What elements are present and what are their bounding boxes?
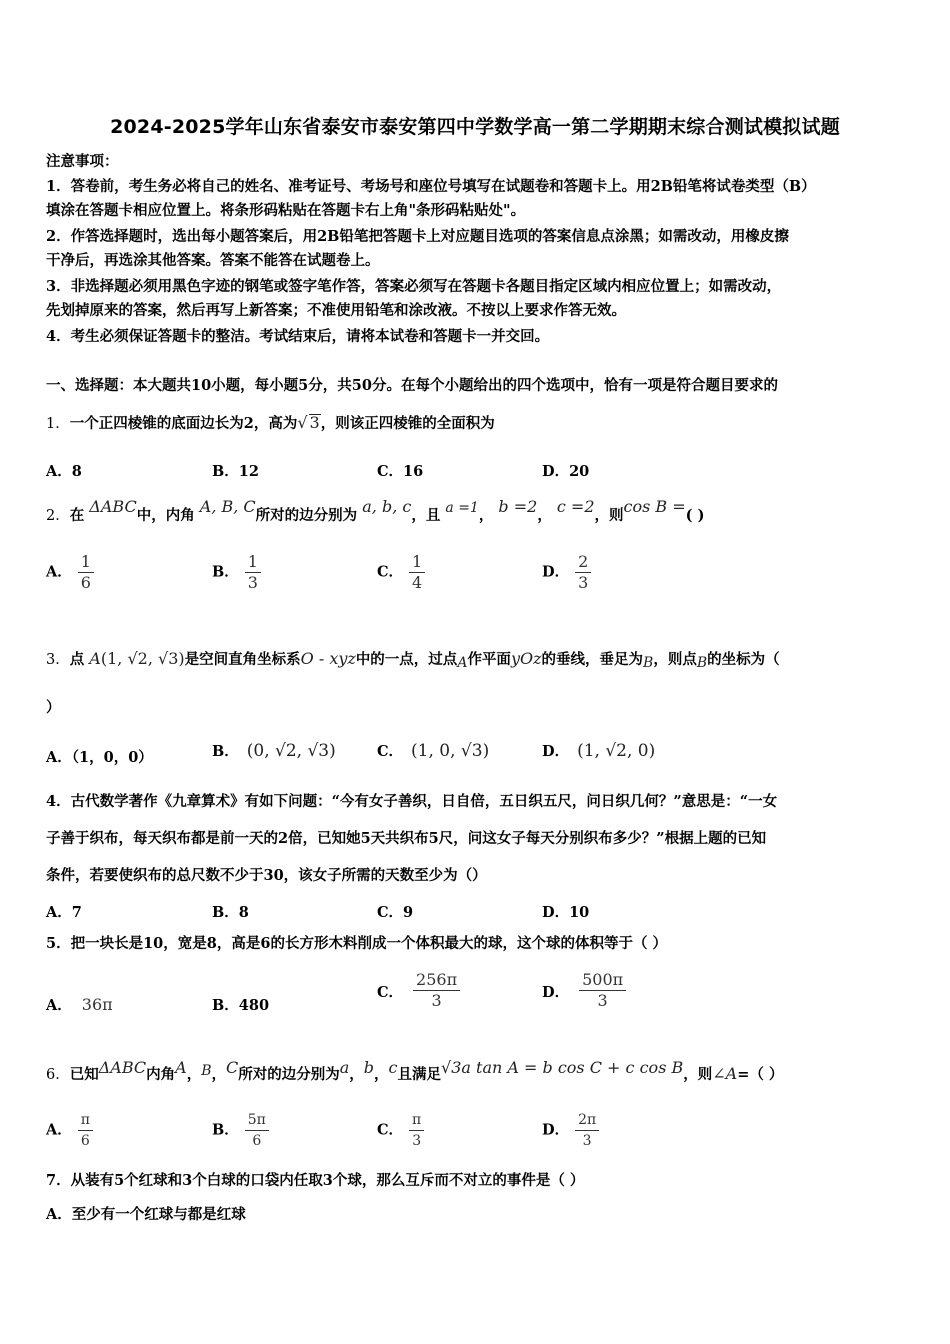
- denominator: 3: [247, 573, 258, 592]
- question-text: 所对的边分别为: [255, 507, 358, 524]
- math-system: O - xyz: [300, 649, 356, 668]
- q1-option-a: A．8: [46, 463, 82, 480]
- question-text: 所对的边分别为: [238, 1066, 340, 1083]
- numerator: 1: [409, 552, 425, 573]
- math-radicand: 3: [309, 413, 320, 432]
- math-var: c: [388, 1058, 398, 1077]
- question-text: 且满足: [397, 1066, 442, 1083]
- q1-option-b: B．12: [212, 463, 259, 480]
- numerator: 2: [575, 552, 591, 573]
- option-label: B．: [212, 743, 239, 760]
- q6-option-a: [46, 1110, 93, 1151]
- notice-line: 2．作答选择题时，选出每小题答案后，用2B铅笔把答题卡上对应题目选项的答案信息点涂黑；如需改动，用橡皮擦: [46, 228, 789, 245]
- option-label: A．: [46, 563, 72, 581]
- question-number: 3．: [46, 652, 70, 668]
- q7-option-a: A．至少有一个红球与都是红球: [46, 1206, 246, 1223]
- numerator: 1: [245, 552, 261, 573]
- fraction: [78, 552, 94, 593]
- q6-option-b: [212, 1110, 269, 1151]
- denominator: 3: [431, 991, 442, 1010]
- option-label: B．: [212, 1121, 239, 1139]
- question-text: 的垂线，垂足为: [541, 651, 644, 668]
- notice-line: 4．考生必须保证答题卡的整洁。考试结束后，请将本试卷和答题卡一并交回。: [46, 328, 550, 345]
- question-text: ，: [537, 507, 552, 524]
- notice-line: 3．非选择题必须用黑色字迹的钢笔或签字笔作答，答案必须写在答题卡各题目指定区域内相应位置上；如需改动，: [46, 278, 782, 295]
- option-value: 36π: [81, 995, 113, 1014]
- math-var: A: [175, 1058, 187, 1077]
- math-coord: (1, √2, √3): [100, 649, 185, 668]
- option-label: C．: [377, 983, 404, 1001]
- fraction: [245, 552, 261, 593]
- fraction: [245, 1110, 269, 1151]
- option-label: A．: [46, 749, 72, 766]
- denominator: 3: [597, 991, 608, 1010]
- notice-line: 干净后，再选涂其他答案。答案不能答在试题卷上。: [46, 252, 380, 269]
- question-text: 中，内角: [136, 507, 195, 524]
- math-var: B: [201, 1063, 212, 1079]
- notice-line: 先划掉原来的答案，然后再写上新答案；不准使用铅笔和涂改液。不按以上要求作答无效。: [46, 302, 626, 319]
- question-number: 1．: [46, 416, 70, 432]
- question-text: 是空间直角坐标系: [184, 651, 301, 668]
- option-value: (0, √2, √3): [246, 741, 336, 761]
- fraction: [413, 970, 460, 1011]
- question-text: ，: [478, 507, 494, 524]
- q6-option-c: [377, 1110, 424, 1151]
- math-triangle: ΔABC: [89, 497, 137, 516]
- question-5: 5．把一块长是10，宽是8，高是6的长方形木料削成一个体积最大的球，这个球的体积等于（ ）: [46, 935, 667, 952]
- question-text: =（ ）: [737, 1066, 784, 1083]
- fraction: [575, 552, 591, 593]
- question-text: 的坐标为（: [707, 651, 780, 668]
- question-number: 2．: [46, 508, 70, 524]
- q5-option-b: [212, 994, 269, 1015]
- question-text: ，: [186, 1066, 202, 1083]
- denominator: 6: [252, 1133, 262, 1149]
- q1-option-d: D．20: [542, 463, 590, 480]
- denominator: 6: [80, 1133, 90, 1149]
- denominator: 3: [582, 1133, 592, 1149]
- q3-option-a: [46, 746, 153, 767]
- math-sqrt: √ 3: [297, 413, 320, 432]
- option-value: 480: [238, 997, 270, 1014]
- question-3: [46, 649, 780, 670]
- option-label: D．: [542, 743, 570, 760]
- option-label: D．: [542, 563, 570, 581]
- fraction: [409, 1110, 424, 1151]
- question-4-cont: 条件，若要使织布的总尺数不少于30，该女子所需的天数至少为（）: [46, 867, 487, 884]
- q4-option-d: D．10: [542, 904, 590, 921]
- q2-option-a: [46, 552, 94, 593]
- q1-option-c: C．16: [377, 463, 424, 480]
- q3-option-d: [542, 740, 655, 761]
- question-text: ( ): [685, 507, 705, 524]
- notice-line: 填涂在答题卡相应位置上。将条形码粘贴在答题卡右上角"条形码粘贴处"。: [46, 202, 526, 219]
- math-sides: a, b, c: [362, 497, 412, 516]
- q6-option-d: [542, 1110, 599, 1151]
- question-text: ，则: [594, 507, 624, 524]
- math-var: a: [339, 1058, 350, 1077]
- q5-option-c: [377, 970, 460, 1011]
- math-plane: yOz: [510, 649, 542, 668]
- question-text: ，则: [683, 1066, 713, 1083]
- question-number: 6．: [46, 1067, 70, 1083]
- option-value: （1，0，0）: [71, 749, 153, 766]
- numerator: π: [78, 1110, 93, 1131]
- notice-heading: 注意事项：: [46, 153, 119, 170]
- q4-option-c: C．9: [377, 904, 414, 921]
- question-text: 在: [69, 507, 85, 524]
- question-text: ，且: [411, 507, 441, 524]
- numerator: π: [409, 1110, 424, 1131]
- math-angle: ∠A: [712, 1064, 738, 1083]
- option-label: C．: [377, 743, 404, 760]
- denominator: 4: [412, 573, 423, 592]
- math-eq-a: a =1: [445, 500, 479, 516]
- math-point: B: [696, 655, 708, 671]
- question-6: [46, 1058, 784, 1085]
- option-label: A．: [46, 1121, 72, 1139]
- question-text: 一个正四棱锥的底面边长为2，高为: [69, 415, 298, 432]
- numerator: 5π: [245, 1110, 269, 1131]
- q5-option-a: [46, 994, 113, 1015]
- math-point: B: [643, 655, 654, 671]
- math-cos: cos B =: [623, 497, 686, 516]
- page-title: 2024-2025学年山东省泰安市泰安第四中学数学高一第二学期期末综合测试模拟试题: [110, 116, 840, 138]
- question-2: [46, 497, 705, 526]
- question-text: 作平面: [467, 651, 511, 668]
- option-label: A．: [46, 997, 72, 1014]
- q2-option-c: [377, 552, 425, 593]
- question-text: 已知: [69, 1066, 99, 1083]
- numerator: 2π: [575, 1110, 599, 1131]
- numerator: 1: [78, 552, 94, 573]
- option-label: D．: [542, 983, 570, 1001]
- fraction: [78, 1110, 93, 1151]
- notice-line: 1．答卷前，考生务必将自己的姓名、准考证号、考场号和座位号填写在试题卷和答题卡上。用2B铅笔将试卷类型（B）: [46, 178, 816, 195]
- option-value: (1, 0, √3): [411, 741, 490, 761]
- option-value: (1, √2, 0): [577, 741, 656, 761]
- question-text: ，: [211, 1066, 226, 1083]
- fraction: [579, 970, 626, 1011]
- fraction: [575, 1110, 599, 1151]
- fraction: [409, 552, 425, 593]
- option-label: B．: [212, 997, 239, 1014]
- q4-option-a: A．7: [46, 904, 82, 921]
- question-text: 中的一点，过点: [355, 651, 458, 668]
- numerator: 500π: [579, 970, 626, 991]
- question-7: 7．从装有5个红球和3个白球的口袋内任取3个球，那么互斥而不对立的事件是（ ）: [46, 1172, 585, 1189]
- q3-option-c: [377, 740, 489, 761]
- question-3-end: ）: [46, 699, 61, 716]
- question-4: 4．古代数学著作《九章算术》有如下问题：“今有女子善织，日自倍，五日织五尺，问日织几何？”意思是：“一女: [46, 793, 778, 810]
- q4-option-b: B．8: [212, 904, 249, 921]
- q2-option-d: [542, 552, 591, 593]
- option-label: C．: [377, 563, 404, 581]
- math-equation: √3a tan A = b cos C + c cos B: [441, 1058, 684, 1077]
- math-angles: A, B, C: [199, 497, 256, 516]
- question-text: ，: [349, 1066, 364, 1083]
- math-eq-b: b =2: [498, 497, 538, 516]
- math-var: C: [226, 1058, 239, 1077]
- option-label: C．: [377, 1121, 404, 1139]
- question-text: ，则该正四棱锥的全面积为: [320, 415, 495, 432]
- math-point: A: [89, 649, 101, 668]
- math-var: b: [363, 1058, 375, 1077]
- question-text: 点: [69, 651, 85, 668]
- question-1: [46, 413, 495, 434]
- question-text: ，: [374, 1066, 389, 1083]
- option-label: D．: [542, 1121, 570, 1139]
- denominator: 6: [80, 573, 91, 592]
- denominator: 3: [412, 1133, 422, 1149]
- math-point: A: [457, 655, 468, 671]
- question-4-cont: 子善于织布，每天织布都是前一天的2倍，已知她5天共织布5尺，问这女子每天分别织布多少？”根据上题的已知: [46, 830, 767, 847]
- q5-option-d: [542, 970, 626, 1011]
- math-eq-c: c =2: [556, 497, 595, 516]
- math-triangle: ΔABC: [98, 1058, 147, 1077]
- section-heading: 一、选择题：本大题共10小题，每小题5分，共50分。在每个小题给出的四个选项中，恰有一项是符合题目要求的: [46, 377, 778, 394]
- question-text: ，则点: [653, 651, 697, 668]
- question-text: 内角: [146, 1066, 176, 1083]
- q3-option-b: [212, 740, 336, 761]
- option-label: B．: [212, 563, 239, 581]
- numerator: 256π: [413, 970, 460, 991]
- denominator: 3: [578, 573, 589, 592]
- q2-option-b: [212, 552, 261, 593]
